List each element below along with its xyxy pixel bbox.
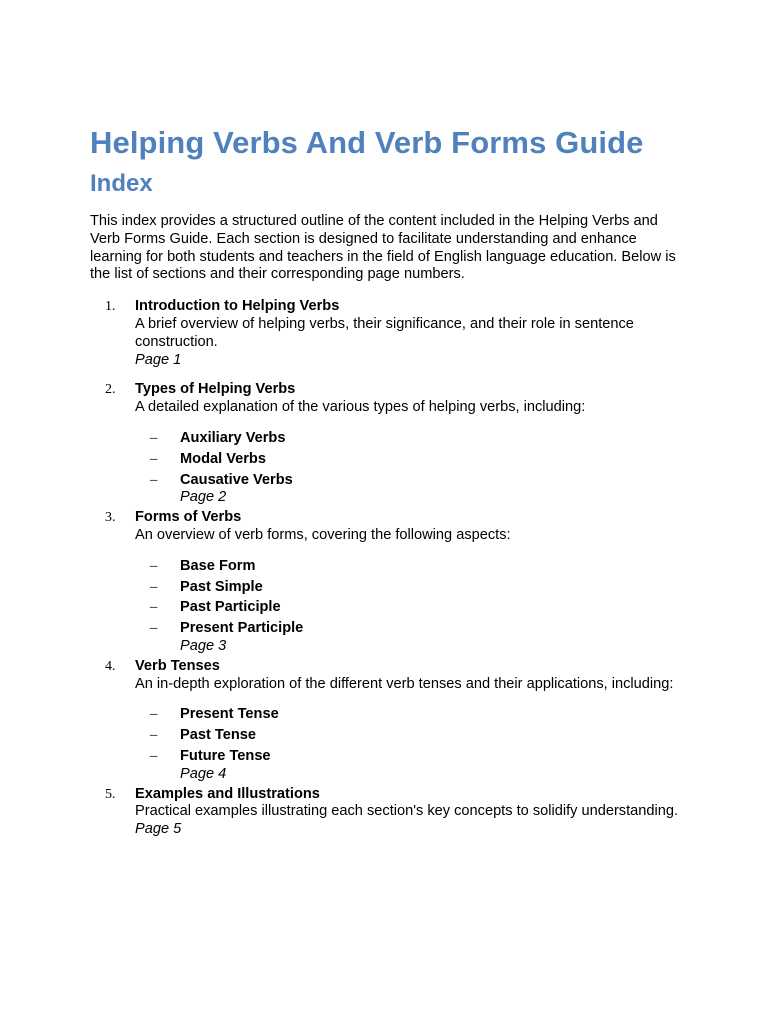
subitem-label: Present Participle	[180, 620, 304, 637]
dash-bullet: –	[150, 429, 158, 446]
section-number: 3.	[105, 510, 116, 526]
section-description: A brief overview of helping verbs, their significance, and their role in sentence construction.	[135, 315, 634, 350]
section-description: An in-depth exploration of the different verb tenses and their applications, including:	[135, 675, 674, 692]
section-item	[90, 298, 690, 369]
subitem-list	[135, 558, 690, 638]
dash-bullet: –	[150, 557, 158, 574]
subitem	[135, 620, 690, 638]
section-item	[90, 658, 690, 784]
section-title: Introduction to Helping Verbs	[135, 298, 340, 315]
subitem-label: Present Tense	[180, 706, 279, 723]
dash-bullet: –	[150, 706, 158, 723]
section-list	[90, 298, 690, 839]
section-page: Page 5	[135, 821, 182, 838]
section-item	[90, 786, 690, 839]
index-heading: Index	[90, 170, 153, 197]
section-page: Page 3	[180, 637, 227, 654]
dash-bullet: –	[150, 727, 158, 744]
section-description: An overview of verb forms, covering the following aspects:	[135, 526, 511, 543]
section-description: Practical examples illustrating each section's key concepts to solidify understanding.	[135, 803, 679, 820]
document-page	[90, 124, 690, 839]
subitem	[135, 706, 690, 724]
subitem-label: Auxiliary Verbs	[180, 429, 286, 446]
subitem	[135, 430, 690, 448]
intro-paragraph: This index provides a structured outline of the content included in the Helping Verbs and Verb Forms Guide. Each section is designed to facilitate understanding and enhance learning for both students and teachers in the field of English language education. Below is the list of sections and their corresponding page numbers.	[90, 213, 676, 283]
section-title: Examples and Illustrations	[135, 785, 320, 802]
section-number: 1.	[105, 299, 116, 315]
dash-bullet: –	[150, 747, 158, 764]
section-item	[90, 381, 690, 507]
section-page: Page 2	[180, 489, 227, 506]
document-title: Helping Verbs And Verb Forms Guide	[90, 125, 644, 160]
section-title: Types of Helping Verbs	[135, 381, 296, 398]
subitem-label: Past Simple	[180, 578, 263, 595]
subitem	[135, 748, 690, 766]
section-description: A detailed explanation of the various types of helping verbs, including:	[135, 399, 586, 416]
section-title: Verb Tenses	[135, 657, 220, 674]
subitem-label: Base Form	[180, 557, 256, 574]
subitem	[135, 599, 690, 617]
section-page: Page 4	[180, 765, 227, 782]
subitem	[135, 579, 690, 597]
dash-bullet: –	[150, 599, 158, 616]
subitem-list	[135, 430, 690, 489]
section-number: 4.	[105, 658, 116, 674]
section-number: 5.	[105, 786, 116, 802]
subitem	[135, 727, 690, 745]
dash-bullet: –	[150, 471, 158, 488]
section-number: 2.	[105, 382, 116, 398]
section-page: Page 1	[135, 351, 182, 368]
dash-bullet: –	[150, 620, 158, 637]
subitem	[135, 451, 690, 469]
dash-bullet: –	[150, 578, 158, 595]
subitem-label: Past Tense	[180, 727, 256, 744]
subitem	[135, 472, 690, 490]
subitem-label: Causative Verbs	[180, 471, 293, 488]
dash-bullet: –	[150, 450, 158, 467]
section-item	[90, 509, 690, 656]
subitem	[135, 558, 690, 576]
subitem-label: Past Participle	[180, 599, 281, 616]
subitem-list	[135, 706, 690, 765]
section-title: Forms of Verbs	[135, 509, 242, 526]
subitem-label: Modal Verbs	[180, 450, 266, 467]
subitem-label: Future Tense	[180, 747, 271, 764]
